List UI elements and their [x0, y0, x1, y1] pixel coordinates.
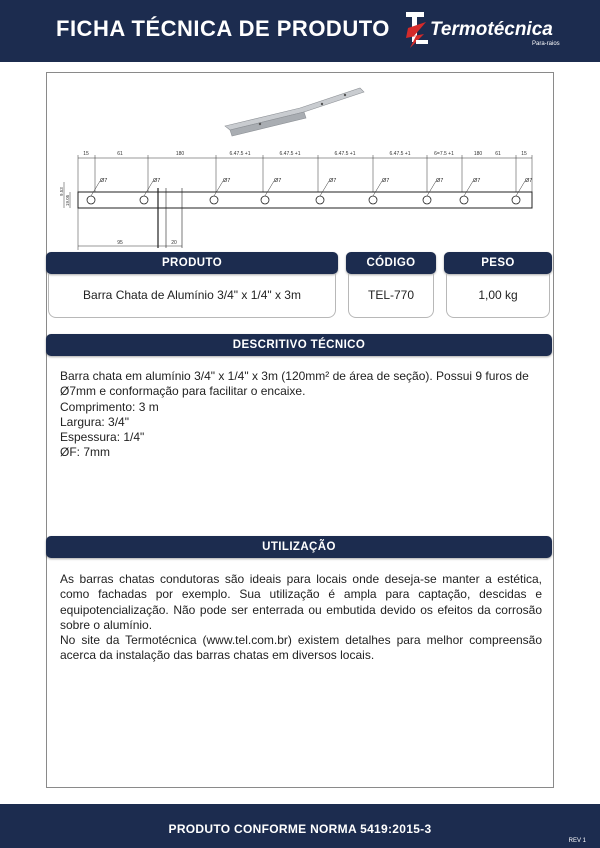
hole-label: Ø7: [525, 178, 533, 184]
descritivo-header: DESCRITIVO TÉCNICO: [46, 334, 552, 356]
dim-label: 6.47.5 +1: [334, 151, 356, 157]
descritivo-line: ØF: 7mm: [60, 445, 110, 460]
descritivo-line: Largura: 3/4": [60, 414, 129, 429]
side-label: 19.05: [65, 194, 70, 206]
hole-label: Ø7: [329, 178, 337, 184]
dim-label: 61: [117, 151, 123, 157]
footer-bar: [0, 804, 600, 848]
brand-logo: [404, 8, 584, 54]
hole: [423, 196, 431, 204]
dim-label: 15: [521, 151, 527, 157]
descritivo-line: Comprimento: 3 m: [60, 399, 159, 414]
utilizacao-text: [60, 572, 542, 664]
peso-header: PESO: [444, 252, 552, 274]
utilizacao-paragraph: As barras chatas condutoras são ideais para locais onde deseja-se manter a estética, como fachadas por exemplo. Sua utilização é ampla para captação, descidas e equipotencialização. Não pode ser enterrada ou embutida devido os efeitos da corrosão sobre o alumínio.: [60, 572, 542, 632]
codigo-value: TEL-770: [348, 274, 434, 318]
hole: [261, 196, 269, 204]
hole-label: Ø7: [153, 178, 161, 184]
hole-label: Ø7: [100, 178, 108, 184]
hole: [369, 196, 377, 204]
dim-label: 180: [473, 151, 483, 157]
hole-label: Ø7: [274, 178, 282, 184]
codigo-header: CÓDIGO: [346, 252, 436, 274]
hole: [512, 196, 520, 204]
descritivo-line: Ø7mm e conformação para facilitar o encaixe.: [60, 384, 306, 399]
dim-label: 6.47.5 +1: [279, 151, 301, 157]
technical-drawing: [60, 78, 544, 250]
brand-name: Termotécnica: [430, 19, 553, 40]
hole: [316, 196, 324, 204]
descritivo-line: Barra chata em alumínio 3/4" x 1/4" x 3m (120mm² de área de seção). Possui 9 furos de: [60, 369, 529, 383]
hole-label: Ø7: [436, 178, 444, 184]
side-label: 9.53: [59, 187, 64, 196]
document-title: FICHA TÉCNICA DE PRODUTO: [56, 16, 390, 41]
dim-label: 61: [495, 151, 501, 157]
revision-label: REV 1: [568, 838, 586, 844]
bottom-dim-label: 20: [171, 240, 177, 246]
hole-label: Ø7: [473, 178, 481, 184]
descritivo-line: Espessura: 1/4": [60, 430, 145, 445]
dim-label: 6=7.5 +1: [434, 151, 454, 157]
norma-text: PRODUTO CONFORME NORMA 5419:2015-3: [168, 822, 432, 836]
utilizacao-paragraph: No site da Termotécnica (www.tel.com.br) existem detalhes para melhor compreensão acerca da instalação das barras chatas em diversos locais.: [60, 633, 542, 663]
hole: [87, 196, 95, 204]
hole: [140, 196, 148, 204]
bar-photo: [225, 88, 364, 136]
produto-value: Barra Chata de Alumínio 3/4" x 1/4" x 3m: [48, 274, 336, 318]
hole-label: Ø7: [382, 178, 390, 184]
brand-subtitle: Para-raios: [532, 41, 560, 47]
hole: [460, 196, 468, 204]
descritivo-text: [60, 369, 544, 461]
utilizacao-header: UTILIZAÇÃO: [46, 536, 552, 558]
dim-label: 180: [175, 151, 185, 157]
hole-label: Ø7: [223, 178, 231, 184]
bottom-dim-label: 95: [117, 240, 123, 246]
tel-logo-icon: [404, 10, 430, 50]
dim-label: 15: [83, 151, 89, 157]
dim-label: 6.47.5 +1: [229, 151, 251, 157]
hole: [210, 196, 218, 204]
dim-label: 6.47.5 +1: [389, 151, 411, 157]
header-bar: [0, 0, 600, 62]
peso-value: 1,00 kg: [446, 274, 550, 318]
produto-header: PRODUTO: [46, 252, 338, 274]
